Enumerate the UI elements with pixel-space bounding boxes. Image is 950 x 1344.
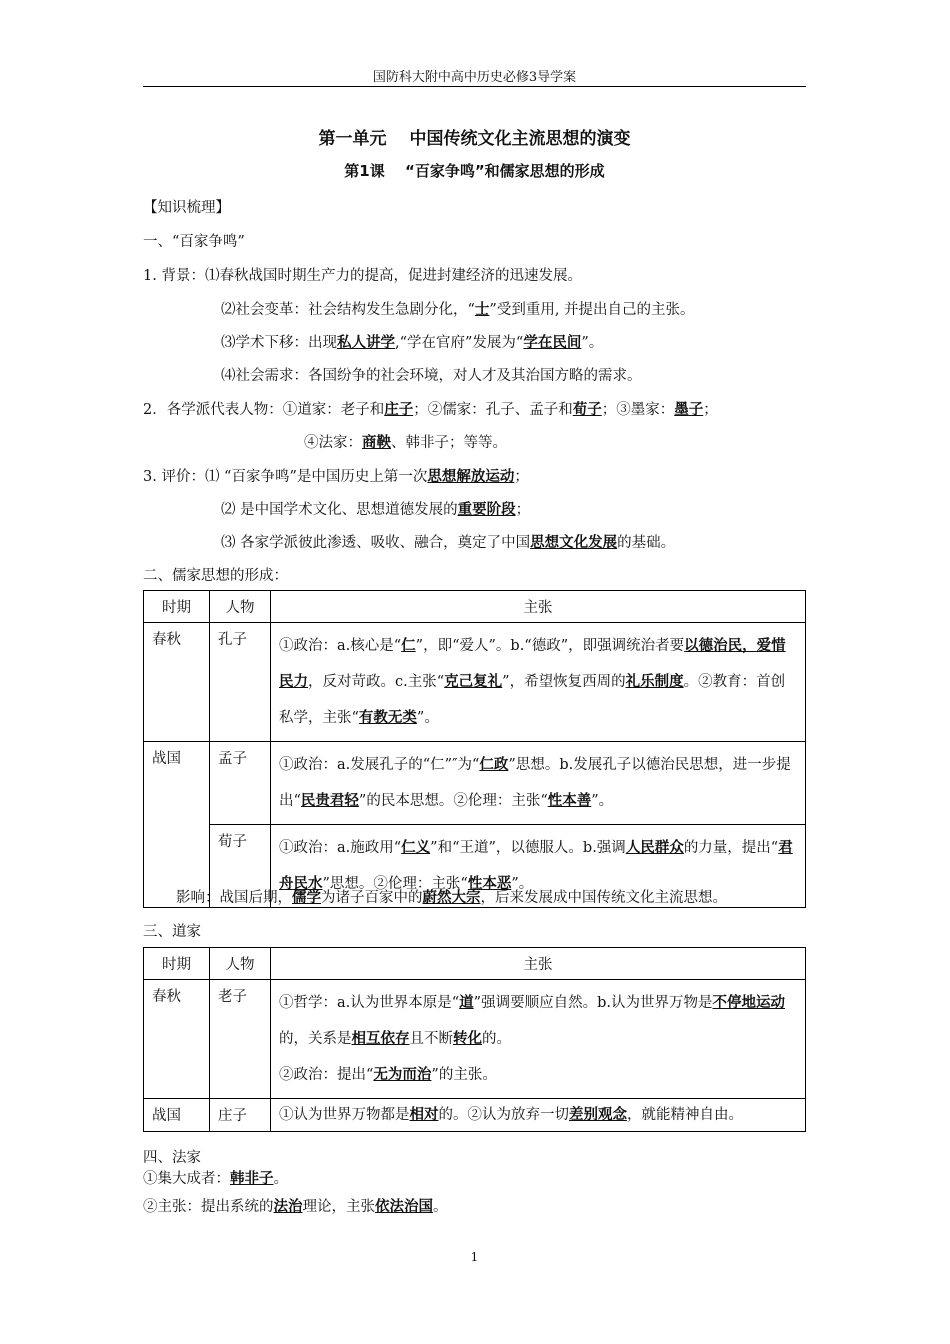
period-cell: 春秋 [144,980,210,1099]
claims-cell: ①政治：a.发展孔子的“仁”″为“仁政”思想。b.发展孔子以德治民思想，进一步提出“民贵君轻”的民本思想。②伦理：主张“性本善”。 [271,742,806,825]
evaluation-line-2: ⑵ 是中国学术文化、思想道德发展的重要阶段； [221,501,531,518]
period-cell: 战国 [144,1099,210,1132]
confucian-table [143,590,806,908]
col-header-claims: 主张 [271,591,806,623]
influence-line: 影响：战国后期，儒学为诸子百家中的蔚然大宗，后来发展成中国传统文化主流思想。 [176,889,727,906]
section-3-heading: 三、道家 [143,924,201,940]
person-cell: 荀子 [210,825,271,908]
section-label: 【知识梳理】 [143,200,230,216]
person-cell: 庄子 [210,1099,271,1132]
person-cell: 老子 [210,980,271,1099]
background-line-1: 1. 背景：⑴春秋战国时期生产力的提高，促进封建经济的迅速发展。 [143,268,582,284]
col-header-person: 人物 [210,948,271,980]
person-cell: 孟子 [210,742,271,825]
taoist-table [143,947,806,1132]
evaluation-line-1: 3. 评价：⑴ “百家争鸣”是中国历史上第一次思想解放运动； [143,468,529,485]
claims-cell: ①认为世界万物都是相对的。②认为放弃一切差别观念，就能精神自由。 [271,1099,806,1132]
section-2-heading: 二、儒家思想的形成： [143,568,288,584]
period-cell: 战国 [144,742,210,908]
background-line-3: ⑶学术下移：出现私人讲学,“学在官府”发展为“学在民间”。 [221,334,604,351]
representatives-line-2: ④法家：商鞅、韩非子；等等。 [304,434,507,451]
col-header-period: 时期 [144,948,210,980]
section-4-heading: 四、法家 [143,1150,201,1166]
col-header-period: 时期 [144,591,210,623]
section-1-heading: 一、“百家争鸣” [143,234,245,250]
lesson-title: 第1课 “百家争鸣”和儒家思想的形成 [344,162,605,180]
page-header: 国防科大附中高中历史必修3导学案 [372,70,577,85]
legalist-line-2: ②主张：提出系统的法治理论，主张依法治国。 [143,1198,448,1215]
header-rule [143,86,806,87]
evaluation-line-3: ⑶ 各家学派彼此渗透、吸收、融合，奠定了中国思想文化发展的基础。 [221,534,676,551]
table-row [144,742,806,825]
table-row [144,623,806,742]
claims-cell: ①哲学：a.认为世界本原是“道”强调要顺应自然。b.认为世界万物是不停地运动的，关系是相互依存且不断转化的。 ②政治：提出“无为而治”的主张。 [271,980,806,1099]
background-line-2: ⑵社会变革：社会结构发生急剧分化，“士”受到重用, 并提出自己的主张。 [221,301,695,318]
legalist-line-1: ①集大成者：韩非子。 [143,1170,288,1187]
claims-cell: ①政治：a.核心是“仁”，即“爱人”。b.“德政”，即强调统治者要以德治民，爱惜民力，反对苛政。c.主张“克己复礼”，希望恢复西周的礼乐制度。②教育：首创私学，主张“有教无类”。 [271,623,806,742]
col-header-claims: 主张 [271,948,806,980]
table-header-row [144,591,806,623]
table-row [144,1099,806,1132]
representatives-line-1: 2．各学派代表人物：①道家：老子和庄子；②儒家：孔子、孟子和荀子；③墨家：墨子； [143,401,718,418]
table-row [144,980,806,1099]
person-cell: 孔子 [210,623,271,742]
period-cell: 春秋 [144,623,210,742]
col-header-person: 人物 [210,591,271,623]
page-number: 1 [470,1250,479,1264]
background-line-4: ⑷社会需求：各国纷争的社会环境，对人才及其治国方略的需求。 [221,368,642,384]
unit-title: 第一单元 中国传统文化主流思想的演变 [318,129,631,149]
claims-cell: ①政治：a.施政用“仁义”和“王道”，以德服人。b.强调人民群众的力量，提出“君舟民水”思想。②伦理：主张“性本恶”。 [271,825,806,908]
table-header-row [144,948,806,980]
